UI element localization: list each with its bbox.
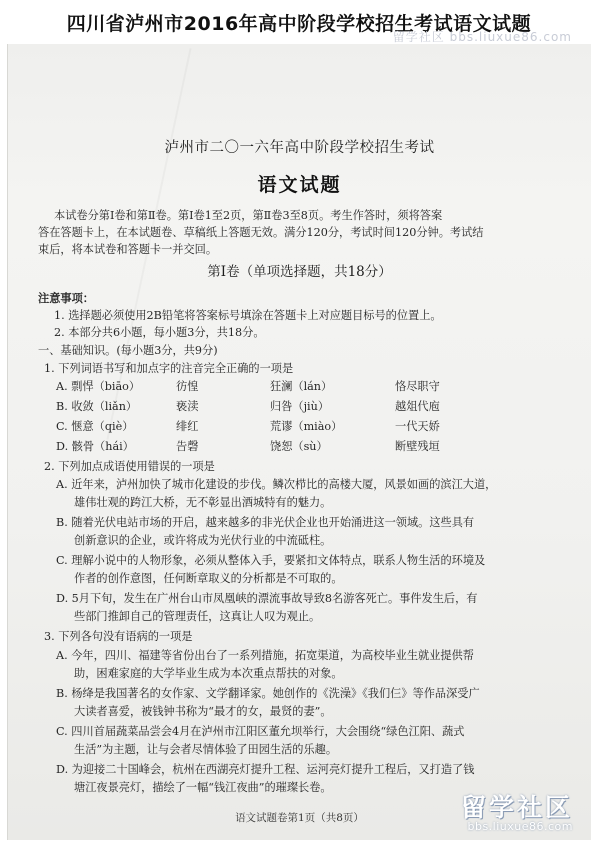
- option-d-word1: D. 骸骨（hái）: [56, 440, 134, 453]
- top-watermark: 留学社区 bbs.liuxue86.com: [392, 30, 572, 44]
- question-stem: 1. 下列词语书写和加点字的注音完全正确的一项是: [44, 362, 294, 375]
- option-line: 雄伟壮观的跨江大桥，无不彰显出酒城特有的魅力。: [74, 496, 332, 509]
- question-stem: 2. 下列加点成语使用错误的一项是: [44, 460, 215, 473]
- option-c-word3: 荒谬（miào）: [270, 420, 343, 433]
- section-heading: 一、基础知识。(每小题3分，共9分): [38, 344, 218, 357]
- exam-paper: [7, 44, 591, 840]
- option-a-word4: 恪尽职守: [395, 380, 440, 393]
- page-footer: 语文试题卷第1页（共8页）: [235, 812, 364, 824]
- option-b-word4: 越俎代庖: [395, 400, 440, 413]
- option-b-word1: B. 收敛（liǎn）: [56, 400, 138, 413]
- intro-line: 答在答题卡上，在本试题卷、草稿纸上答题无效。满分120分，考试时间120分钟。考试结: [38, 226, 484, 239]
- option-c-word4: 一代天娇: [395, 420, 440, 433]
- part-title: 第Ⅰ卷（单项选择题，共18分）: [207, 264, 392, 280]
- option-line: 创新意识的企业，或许将成为光伏行业的中流砥柱。: [74, 534, 332, 547]
- option-line: 些部门推卸自己的管理责任，这真让人叹为观止。: [74, 610, 321, 623]
- option-line: 大读者喜爱，被钱钟书称为“最才的女，最贤的妻”。: [74, 705, 332, 718]
- notes-heading: 注意事项：: [38, 292, 94, 305]
- option-d-word2: 告磬: [176, 440, 199, 453]
- option-line: B. 随着光伏电站市场的开启，越来越多的非光伏企业也开始涌进这一领域。这些具有: [56, 516, 475, 529]
- option-line: D. 5月下旬，发生在广州台山市凤凰峡的漂流事故导致8名游客死亡。事件发生后，有: [56, 592, 478, 605]
- note-item: 2. 本部分共6小题，每小题3分，共18分。: [54, 326, 265, 339]
- option-line: B. 杨绛是我国著名的女作家、文学翻译家。她创作的《洗澡》《我们仨》等作品深受广: [56, 687, 480, 700]
- logo-text: 留学社区: [460, 793, 573, 822]
- question-stem: 3. 下列各句没有语病的一项是: [44, 630, 193, 643]
- banner-title: 四川省泸州市2016年高中阶段学校招生考试语文试题: [66, 12, 532, 35]
- option-d-word3: 饶恕（sù）: [270, 440, 328, 453]
- intro-line: 束后，将本试卷和答题卡一并交回。: [38, 243, 218, 256]
- option-b-word3: 归咎（jiù）: [270, 400, 330, 413]
- subject-title: 语文试题: [257, 174, 342, 196]
- option-line: 生活”为主题，让与会者尽情体验了田园生活的乐趣。: [74, 743, 338, 756]
- option-b-word2: 亵渎: [176, 400, 199, 413]
- exam-title: 泸州市二〇一六年高中阶段学校招生考试: [164, 140, 435, 156]
- option-a-word1: A. 剽悍（biāo）: [56, 380, 141, 393]
- option-line: A. 近年来，泸州加快了城市化建设的步伐。鳞次栉比的高楼大厦，风景如画的滨江大道，: [56, 478, 497, 491]
- option-line: A. 今年，四川、福建等省份出台了一系列措施，拓宽渠道，为高校毕业生就业提供帮: [56, 649, 474, 662]
- option-a-word3: 狂澜（lán）: [270, 380, 333, 393]
- option-line: 助，困难家庭的大学毕业生成为本次重点帮扶的对象。: [74, 667, 343, 680]
- option-c-word1: C. 惬意（qiè）: [56, 420, 134, 433]
- intro-line: 本试卷分第Ⅰ卷和第Ⅱ卷。第Ⅰ卷1至2页，第Ⅱ卷3至8页。考生作答时，须将答案: [54, 209, 443, 222]
- option-c-word2: 绯红: [176, 420, 199, 433]
- option-line: C. 四川首届蔬菜品尝会4月在泸州市江阳区董允坝举行，大会围绕“绿色江阳、蔬式: [56, 725, 465, 738]
- option-line: 作者的创作意图，任何断章取义的分析都是不可取的。: [74, 572, 343, 585]
- option-line: 塘江夜景亮灯，描绘了一幅“钱江夜曲”的璀璨长卷。: [74, 781, 332, 794]
- site-logo: [437, 788, 587, 838]
- option-line: D. 为迎接二十国峰会，杭州在西湖亮灯提升工程、运河亮灯提升工程后，又打造了钱: [56, 763, 475, 776]
- option-a-word2: 彷惶: [176, 380, 199, 393]
- option-d-word4: 断壁残垣: [395, 440, 440, 453]
- logo-url: bbs.liuxue86.com: [467, 820, 573, 833]
- note-item: 1. 选择题必须使用2B铅笔将答案标号填涂在答题卡上对应题目标号的位置上。: [54, 309, 442, 322]
- option-line: C. 理解小说中的人物形象，必须从整体入手，要紧扣文体特点，联系人物生活的环境及: [56, 554, 486, 567]
